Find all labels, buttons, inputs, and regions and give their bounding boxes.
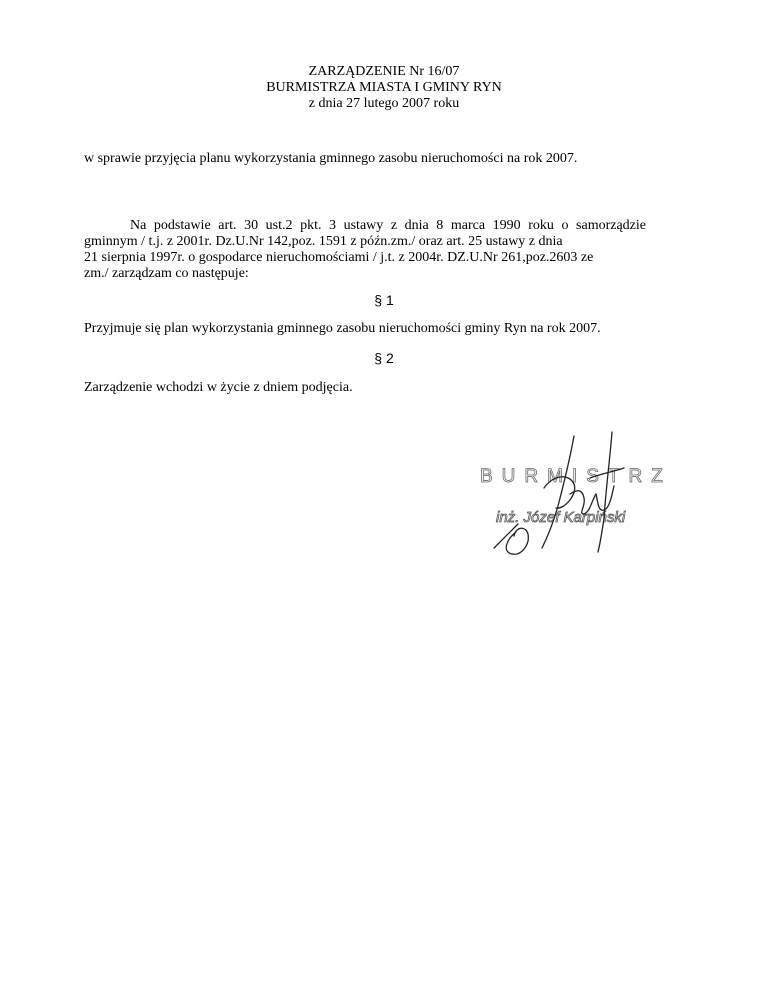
legal-basis-line: zm./ zarządzam co następuje:	[84, 266, 249, 281]
legal-basis-line: gminnym / t.j. z 2001r. Dz.U.Nr 142,poz. 1591 z późn.zm./ oraz art. 25 ustawy z dnia	[84, 234, 563, 249]
legal-basis-line: Na podstawie art. 30 ust.2 pkt. 3 ustawy z dnia 8 marca 1990 roku o samorządzie	[130, 218, 646, 233]
handwritten-signature	[494, 432, 624, 554]
document-title: ZARZĄDZENIE Nr 16/07	[308, 64, 460, 79]
legal-basis	[84, 218, 646, 282]
mayor-stamp-and-signature	[472, 428, 672, 578]
stamp-title: BURMISTRZ	[480, 466, 672, 487]
document-issuer: BURMISTRZA MIASTA I GMINY RYN	[266, 80, 502, 95]
document-date: z dnia 27 lutego 2007 roku	[308, 96, 460, 111]
document-header	[0, 64, 768, 112]
stamp-name: inż. Józef Karpiński	[496, 509, 626, 526]
paragraph-mark-1: § 1	[374, 292, 394, 308]
paragraph-mark-2: § 2	[374, 350, 394, 366]
paragraph-text-2: Zarządzenie wchodzi w życie z dniem podjęcia.	[84, 380, 353, 395]
paragraph-text-1: Przyjmuje się plan wykorzystania gminnego zasobu nieruchomości gminy Ryn na rok 2007.	[84, 321, 601, 336]
legal-basis-line: 21 sierpnia 1997r. o gospodarce nieruchomościami / j.t. z 2004r. DZ.U.Nr 261,poz.2603 ze	[84, 250, 594, 265]
document-subject: w sprawie przyjęcia planu wykorzystania gminnego zasobu nieruchomości na rok 2007.	[84, 151, 578, 166]
